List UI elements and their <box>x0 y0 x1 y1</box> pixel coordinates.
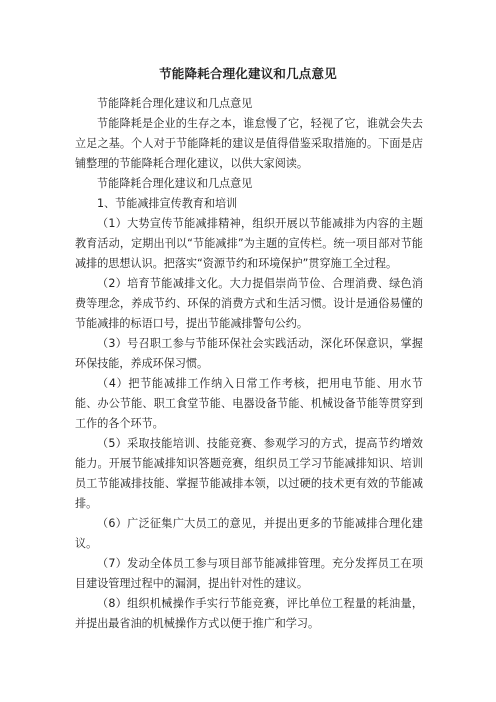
list-item: （4）把节能减排工作纳入日常工作考核，把用电节能、用水节能、办公节能、职工食堂节能、电器设备节能、机械设备节能等贯穿到工作的各个环节。 <box>75 377 423 430</box>
list-item: （6）广泛征集广大员工的意见，并提出更多的节能减排合理化建议。 <box>75 517 423 550</box>
list-item: （3）号召职工参与节能环保社会实践活动，深化环保意识，掌握环保技能，养成环保习惯。 <box>75 337 423 370</box>
document-title: 节能降耗合理化建议和几点意见 <box>159 66 337 81</box>
list-item: （1）大势宣传节能减排精神，组织开展以节能减排为内容的主题教育活动，定期出刊以“节能减排”为主题的宣传栏。统一项目部对节能减排的思想认识。把落实“资源节约和环境保护”贯穿施工全过程。 <box>75 217 423 270</box>
paragraph-subtitle-repeat: 节能降耗合理化建议和几点意见 <box>97 177 253 190</box>
document-body <box>75 94 423 634</box>
paragraph-intro: 节能降耗是企业的生存之本，谁怠慢了它，轻视了它，谁就会失去立足之基。个人对于节能降耗的建议是值得借鉴采取措施的。下面是店铺整理的节能降耗合理化建议，以供大家阅读。 <box>75 117 423 170</box>
list-item: （8）组织机械操作手实行节能竞赛，评比单位工程量的耗油量，并提出最省油的机械操作方式以便于推广和学习。 <box>75 597 423 630</box>
list-item: （2）培育节能减排文化。大力提倡崇尚节俭、合理消费、绿色消费等理念，养成节约、环保的消费方式和生活习惯。设计是通俗易懂的节能减排的标语口号，提出节能减排警句公约。 <box>75 277 423 330</box>
paragraph-subtitle: 节能降耗合理化建议和几点意见 <box>97 97 253 110</box>
list-item: （5）采取技能培训、技能竞赛、参观学习的方式，提高节约增效能力。开展节能减排知识答题竞赛，组织员工学习节能减排知识、培训员工节能减排技能、掌握节能减排本领，以过硬的技术更有效的节能减排。 <box>75 437 423 510</box>
list-item: （7）发动全体员工参与项目部节能减排管理。充分发挥员工在项目建设管理过程中的漏洞，提出针对性的建议。 <box>75 557 423 590</box>
section-heading: 1、节能减排宣传教育和培训 <box>97 197 238 210</box>
